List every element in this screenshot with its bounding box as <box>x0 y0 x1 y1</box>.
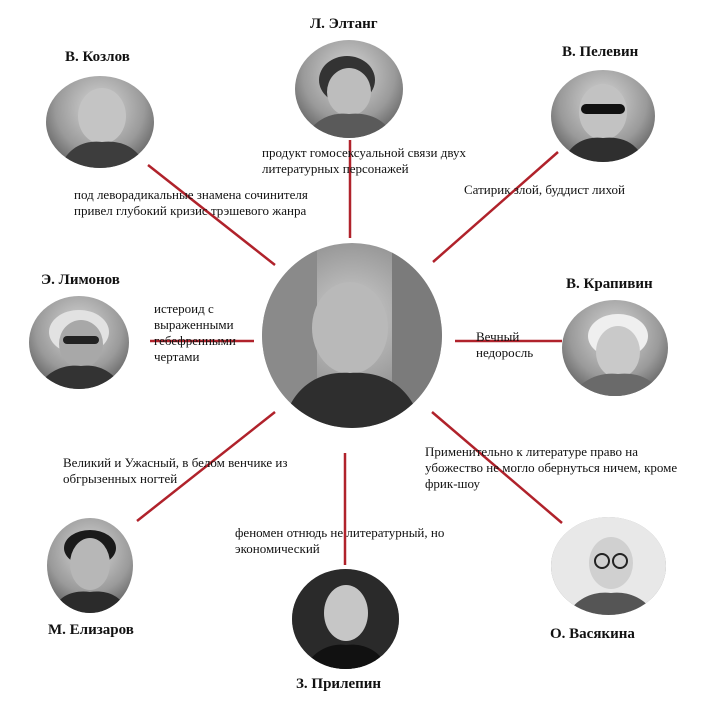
portrait-vasyakina <box>551 517 666 615</box>
portrait-limonov <box>29 296 129 389</box>
name-elizarov: М. Елизаров <box>48 622 134 638</box>
portrait-prilepin <box>292 569 399 669</box>
person-photo-icon <box>29 296 129 389</box>
caption-limonov: истероид с выраженными гебефренными чертами <box>154 301 236 364</box>
caption-elizarov: Великий и Ужасный, в белом венчике из обгрызенных ногтей <box>63 455 288 486</box>
portrait-eltang <box>295 40 403 138</box>
portrait-kozlov <box>46 76 154 168</box>
name-krapivin: В. Крапивин <box>566 276 653 292</box>
portrait-elizarov <box>47 518 133 613</box>
caption-vasyakina: Применительно к литературе право на убожество не могло обернуться ничем, кроме фрик-шоу <box>425 444 678 491</box>
center-portrait <box>262 243 442 428</box>
caption-kozlov: под леворадикальные знамена сочинителя привел глубокий кризис трэшевого жанра <box>74 187 308 218</box>
name-kozlov: В. Козлов <box>65 49 130 65</box>
person-photo-icon <box>551 70 655 162</box>
name-eltang: Л. Элтанг <box>310 16 378 32</box>
person-photo-icon <box>46 76 154 168</box>
caption-eltang: продукт гомосексуальной связи двух литературных персонажей <box>262 145 467 176</box>
person-photo-icon <box>262 243 442 428</box>
name-limonov: Э. Лимонов <box>41 272 120 288</box>
person-photo-icon <box>47 518 133 613</box>
caption-pelevin: Сатирик злой, буддист лихой <box>464 182 625 197</box>
name-vasyakina: О. Васякина <box>550 626 635 642</box>
caption-krapivin: Вечный недоросль <box>476 329 534 360</box>
caption-prilepin: феномен отнюдь не литературный, но экономический <box>235 525 445 556</box>
person-photo-icon <box>562 300 668 396</box>
person-photo-icon <box>551 517 666 615</box>
person-photo-icon <box>295 40 403 138</box>
name-pelevin: В. Пелевин <box>562 44 639 60</box>
portrait-krapivin <box>562 300 668 396</box>
portrait-pelevin <box>551 70 655 162</box>
person-photo-icon <box>292 569 399 669</box>
name-prilepin: З. Прилепин <box>296 676 382 692</box>
